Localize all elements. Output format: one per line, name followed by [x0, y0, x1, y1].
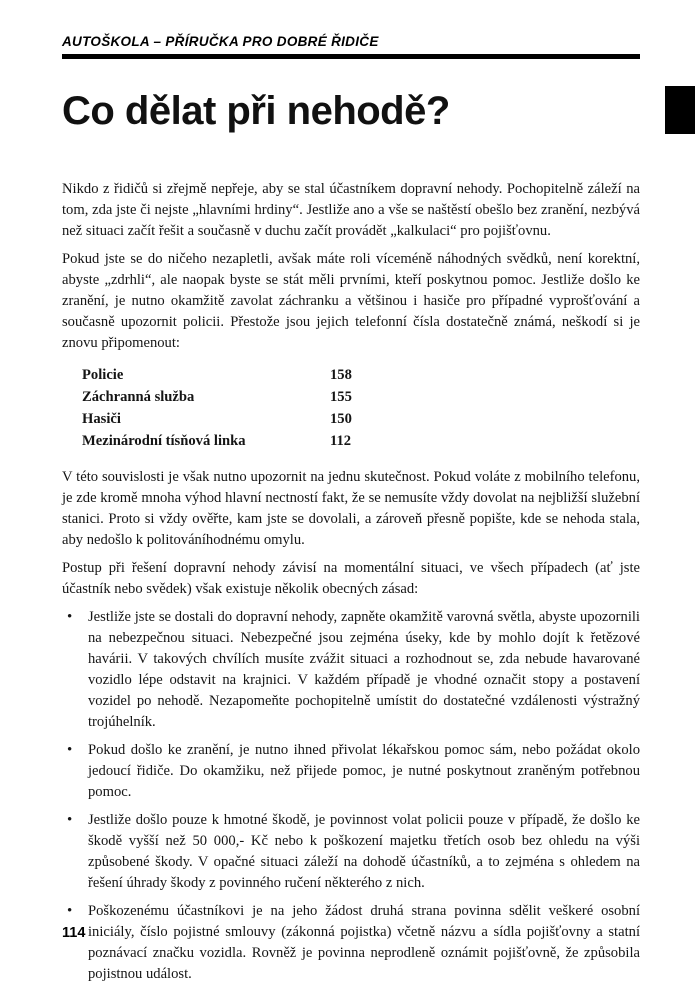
title-row: [62, 89, 640, 133]
list-item: • Poškozenému účastníkovi je na jeho žádost druhá strana povinna sdělit veškeré osobní iniciály, číslo pojistné smlouvy (zákonná pojistka) včetně názvu a sídla pojišťovny a statní poznávací značku vozidla. Rovněž je povinna neprodleně oznámit pojišťovně, že způsobila pojistnou událost.: [62, 901, 640, 985]
page-number: 114: [62, 925, 86, 941]
title-square-decoration: [665, 86, 695, 134]
phone-number: 158: [330, 367, 352, 383]
service-label: Hasiči: [82, 411, 121, 427]
paragraph-intro: Nikdo z řidičů si zřejmě nepřeje, aby se stal účastníkem dopravní nehody. Pochopitelně záleží na tom, zda jste či nejste „hlavními hrdiny“. Jestliže ano a vše se naštěstí obešlo bez zranění, nezbývá než situaci začít řešit a současně v duchu začít provádět „kalkulaci“ pro pojišťovnu.: [62, 181, 640, 239]
table-row: [82, 430, 640, 452]
service-label: Mezinárodní tísňová linka: [82, 433, 246, 449]
table-row: [82, 408, 640, 430]
paragraph-witness: Pokud jste se do ničeho nezapletli, avšak máte roli víceméně náhodných svědků, není korektní, abyste „zdrhli“, ale naopak byste se stát měli prvními, kteří poskytnou pomoc. Jestliže došlo ke zranění, je nutno okamžitě zavolat záchranku a většinou i hasiče pro případné vyprošťování a současně upozornit policii. Přestože jsou jejich telefonní čísla dostatečně známá, neškodí si je znovu připomenout:: [62, 251, 640, 351]
page-title: Co dělat při nehodě?: [62, 89, 450, 133]
page-content: [62, 0, 640, 991]
phone-number: 112: [330, 433, 352, 449]
paragraph-mobile-warning: V této souvislosti je však nutno upozornit na jednu skutečnost. Pokud voláte z mobilního telefonu, je zde kromě mnoha výhod hlavní nectností fakt, že se nemusíte vždy dovolat na nejbližší služební stanici. Proto si vždy ověřte, kam jste se dovolali, a zároveň přesně popište, kde se nehoda stala, aby nedošlo k politováníhodnému omylu.: [62, 469, 640, 548]
list-item: • Jestliže došlo pouze k hmotné škodě, je povinnost volat policii pouze v případě, že došlo ke škodě vyšší než 50 000,- Kč nebo k poškození majetku třetích osob bez ohledu na výši způsobené škody. V opačné situaci záleží na dohodě účastníků, a to zejména s ohledem na řešení úhrady škody z povinného ručení některého z nich.: [62, 810, 640, 894]
principles-list: [62, 607, 640, 985]
service-label: Policie: [82, 367, 124, 383]
paragraph-principles-intro: Postup při řešení dopravní nehody závisí na momentální situaci, ve všech případech (ať jste účastník nebo svědek) však existuje několik obecných zásad:: [62, 560, 640, 597]
phone-number: 155: [330, 389, 352, 405]
table-row: [82, 364, 640, 386]
header-rule: [62, 54, 640, 59]
running-header: AUTOŠKOLA – PŘÍRUČKA PRO DOBRÉ ŘIDIČE: [62, 34, 379, 49]
phone-number: 150: [330, 411, 352, 427]
table-row: [82, 386, 640, 408]
list-item: • Pokud došlo ke zranění, je nutno ihned přivolat lékařskou pomoc sám, nebo požádat okolo jedoucí řidiče. Do okamžiku, než přijede pomoc, je nutné poskytnout zraněným potřebnou pomoc.: [62, 740, 640, 803]
service-label: Záchranná služba: [82, 389, 195, 405]
emergency-numbers-table: [62, 364, 640, 452]
body-text: [62, 179, 640, 985]
list-item: • Jestliže jste se dostali do dopravní nehody, zapněte okamžitě varovná světla, abyste upozornili na nebezpečnou situaci. Nebezpečné jsou zejména úseky, kde by mohlo dojít k řetězové havárii. V takových chvílích musíte zvážit situaci a rozhodnout se, zda nebude havarované vozidlo lépe odstavit na krajnici. V každém případě je vhodné označit stopy a postavení vozidel po nehodě. Nezapomeňte pochopitelně umístit do dostatečné vzdálenosti výstražný trojúhelník.: [62, 607, 640, 733]
